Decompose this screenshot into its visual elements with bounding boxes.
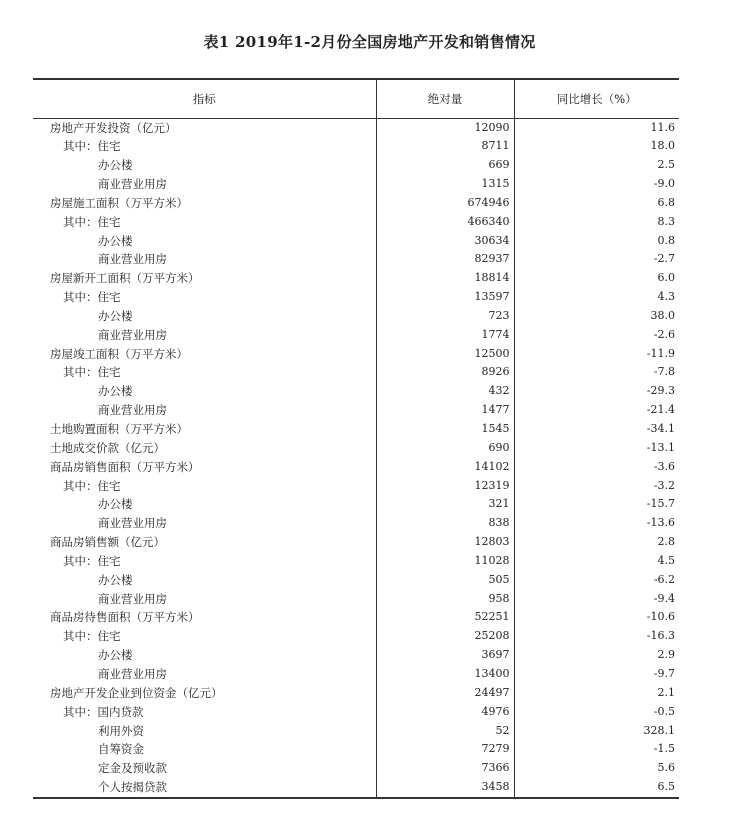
yoy-growth: -34.1 [646, 422, 675, 435]
yoy-growth: -29.3 [646, 384, 675, 398]
indicator-name: 其中：住宅 [33, 552, 376, 571]
indicator-name: 其中：住宅 [33, 137, 376, 156]
absolute-value: 958 [376, 590, 514, 609]
table-row [33, 571, 679, 590]
indicator-name: 商品房销售面积（万平方米） [33, 458, 376, 477]
yoy-growth: -2.7 [653, 252, 675, 266]
yoy-growth: -9.0 [653, 177, 675, 191]
indicator-name: 商品房销售额（亿元） [33, 533, 376, 552]
absolute-value: 432 [376, 382, 514, 401]
yoy-growth: -2.6 [653, 327, 675, 341]
indicator-name: 商业营业用房 [33, 514, 376, 533]
yoy-growth: -3.6 [653, 459, 675, 473]
indicator-name: 房屋竣工面积（万平方米） [33, 345, 376, 364]
yoy-growth: -9.7 [653, 666, 675, 680]
indicator-name: 房屋新开工面积（万平方米） [33, 269, 376, 288]
table-row [33, 684, 679, 703]
indicator-name: 商业营业用房 [33, 665, 376, 684]
yoy-growth: -7.8 [653, 365, 675, 379]
indicator-name: 商业营业用房 [33, 326, 376, 345]
yoy-growth: 11.6 [650, 120, 675, 134]
yoy-growth: -0.5 [653, 704, 675, 718]
absolute-value: 13597 [376, 288, 514, 307]
table-row [33, 552, 679, 571]
table-row [33, 514, 679, 533]
yoy-growth: -10.6 [646, 610, 675, 624]
indicator-name: 房屋施工面积（万平方米） [33, 194, 376, 213]
indicator-name: 土地成交价款（亿元） [33, 439, 376, 458]
yoy-growth: -16.3 [646, 629, 675, 643]
absolute-value: 1315 [376, 175, 514, 194]
yoy-growth: 8.3 [657, 214, 675, 228]
table-row [33, 401, 679, 420]
table-row [33, 477, 679, 496]
indicator-name: 个人按揭贷款 [33, 778, 376, 798]
table-row [33, 288, 679, 307]
table-row [33, 326, 679, 345]
table-row [33, 250, 679, 269]
absolute-value: 723 [376, 307, 514, 326]
yoy-growth: 5.6 [657, 761, 675, 775]
absolute-value: 669 [376, 156, 514, 175]
header-indicator: 指标 [33, 79, 376, 118]
absolute-value: 321 [376, 495, 514, 514]
table-row [33, 345, 679, 364]
yoy-growth: 2.9 [657, 648, 675, 662]
indicator-name: 商业营业用房 [33, 590, 376, 609]
absolute-value: 82937 [376, 250, 514, 269]
yoy-growth: 0.8 [657, 233, 675, 247]
table-row [33, 439, 679, 458]
yoy-growth: 6.5 [514, 778, 679, 798]
table-header [33, 79, 679, 118]
absolute-value: 52251 [376, 608, 514, 627]
absolute-value: 30634 [376, 232, 514, 251]
absolute-value: 690 [376, 439, 514, 458]
absolute-value: 24497 [376, 684, 514, 703]
absolute-value: 7279 [376, 740, 514, 759]
absolute-value: 25208 [376, 627, 514, 646]
absolute-value: 14102 [376, 458, 514, 477]
yoy-growth: 2.8 [657, 535, 675, 549]
table-row [33, 722, 679, 741]
indicator-name: 房地产开发企业到位资金（亿元） [33, 684, 376, 703]
yoy-growth: 18.0 [650, 139, 675, 153]
table-row [33, 495, 679, 514]
indicator-name: 其中：国内贷款 [33, 703, 376, 722]
indicator-name: 定金及预收款 [33, 759, 376, 778]
yoy-growth: -9.4 [653, 591, 675, 605]
absolute-value: 7366 [376, 759, 514, 778]
absolute-value: 3458 [376, 778, 514, 798]
yoy-growth: 6.8 [657, 195, 675, 209]
yoy-growth: -21.4 [646, 403, 675, 417]
absolute-value: 52 [376, 722, 514, 741]
table-row [33, 627, 679, 646]
yoy-growth: 4.5 [657, 553, 675, 567]
table-row [33, 665, 679, 684]
yoy-growth: 328.1 [643, 723, 675, 737]
indicator-name: 商业营业用房 [33, 401, 376, 420]
table-row [33, 759, 679, 778]
indicator-name: 其中：住宅 [33, 363, 376, 382]
yoy-growth: 6.0 [657, 271, 675, 285]
table-row [33, 175, 679, 194]
indicator-name: 房地产开发投资（亿元） [33, 118, 376, 137]
table-row [33, 213, 679, 232]
absolute-value: 18814 [376, 269, 514, 288]
table-row [33, 194, 679, 213]
table-row [33, 420, 679, 439]
absolute-value: 1477 [376, 401, 514, 420]
indicator-name: 办公楼 [33, 307, 376, 326]
indicator-name: 其中：住宅 [33, 288, 376, 307]
table-body [33, 118, 679, 798]
table-row [33, 646, 679, 665]
header-absolute-value: 绝对量 [376, 79, 514, 118]
yoy-growth: 38.0 [650, 308, 675, 322]
table-row [33, 137, 679, 156]
table-row [33, 269, 679, 288]
table-row [33, 382, 679, 401]
absolute-value: 1774 [376, 326, 514, 345]
absolute-value: 3697 [376, 646, 514, 665]
table-row [33, 156, 679, 175]
absolute-value: 13400 [376, 665, 514, 684]
absolute-value: 838 [376, 514, 514, 533]
indicator-name: 办公楼 [33, 156, 376, 175]
yoy-growth: -3.2 [653, 478, 675, 492]
indicator-name: 利用外资 [33, 722, 376, 741]
absolute-value: 1545 [376, 420, 514, 439]
data-table [33, 78, 679, 799]
table-row [33, 740, 679, 759]
table-row [33, 590, 679, 609]
indicator-name: 办公楼 [33, 646, 376, 665]
header-yoy-growth: 同比增长（%） [514, 79, 679, 118]
absolute-value: 12803 [376, 533, 514, 552]
table-row [33, 608, 679, 627]
yoy-growth: -6.2 [653, 572, 675, 586]
indicator-name: 其中：住宅 [33, 627, 376, 646]
yoy-growth: 2.1 [657, 685, 675, 699]
table-row [33, 307, 679, 326]
indicator-name: 其中：住宅 [33, 477, 376, 496]
table-row [33, 232, 679, 251]
absolute-value: 11028 [376, 552, 514, 571]
yoy-growth: -11.9 [646, 346, 675, 360]
indicator-name: 土地购置面积（万平方米） [33, 420, 376, 439]
absolute-value: 12319 [376, 477, 514, 496]
yoy-growth: -13.6 [646, 516, 675, 530]
indicator-name: 办公楼 [33, 495, 376, 514]
absolute-value: 8711 [376, 137, 514, 156]
yoy-growth: 2.5 [657, 158, 675, 172]
yoy-growth: -1.5 [653, 742, 675, 756]
indicator-name: 自筹资金 [33, 740, 376, 759]
table-row [33, 778, 679, 798]
absolute-value: 466340 [376, 213, 514, 232]
absolute-value: 12090 [376, 118, 514, 137]
yoy-growth: 4.3 [657, 290, 675, 304]
table-row [33, 363, 679, 382]
table-row [33, 118, 679, 137]
yoy-growth: -13.1 [646, 440, 675, 454]
indicator-name: 办公楼 [33, 571, 376, 590]
yoy-growth: -15.7 [646, 497, 675, 511]
indicator-name: 商业营业用房 [33, 175, 376, 194]
absolute-value: 4976 [376, 703, 514, 722]
absolute-value: 674946 [376, 194, 514, 213]
table-row [33, 703, 679, 722]
table-row [33, 458, 679, 477]
table-title: 表1 2019年1-2月份全国房地产开发和销售情况 [203, 33, 536, 51]
table-row [33, 533, 679, 552]
absolute-value: 8926 [376, 363, 514, 382]
indicator-name: 商品房待售面积（万平方米） [33, 608, 376, 627]
indicator-name: 办公楼 [33, 232, 376, 251]
indicator-name: 商业营业用房 [33, 250, 376, 269]
indicator-name: 办公楼 [33, 382, 376, 401]
indicator-name: 其中：住宅 [33, 213, 376, 232]
absolute-value: 505 [376, 571, 514, 590]
absolute-value: 12500 [376, 345, 514, 364]
